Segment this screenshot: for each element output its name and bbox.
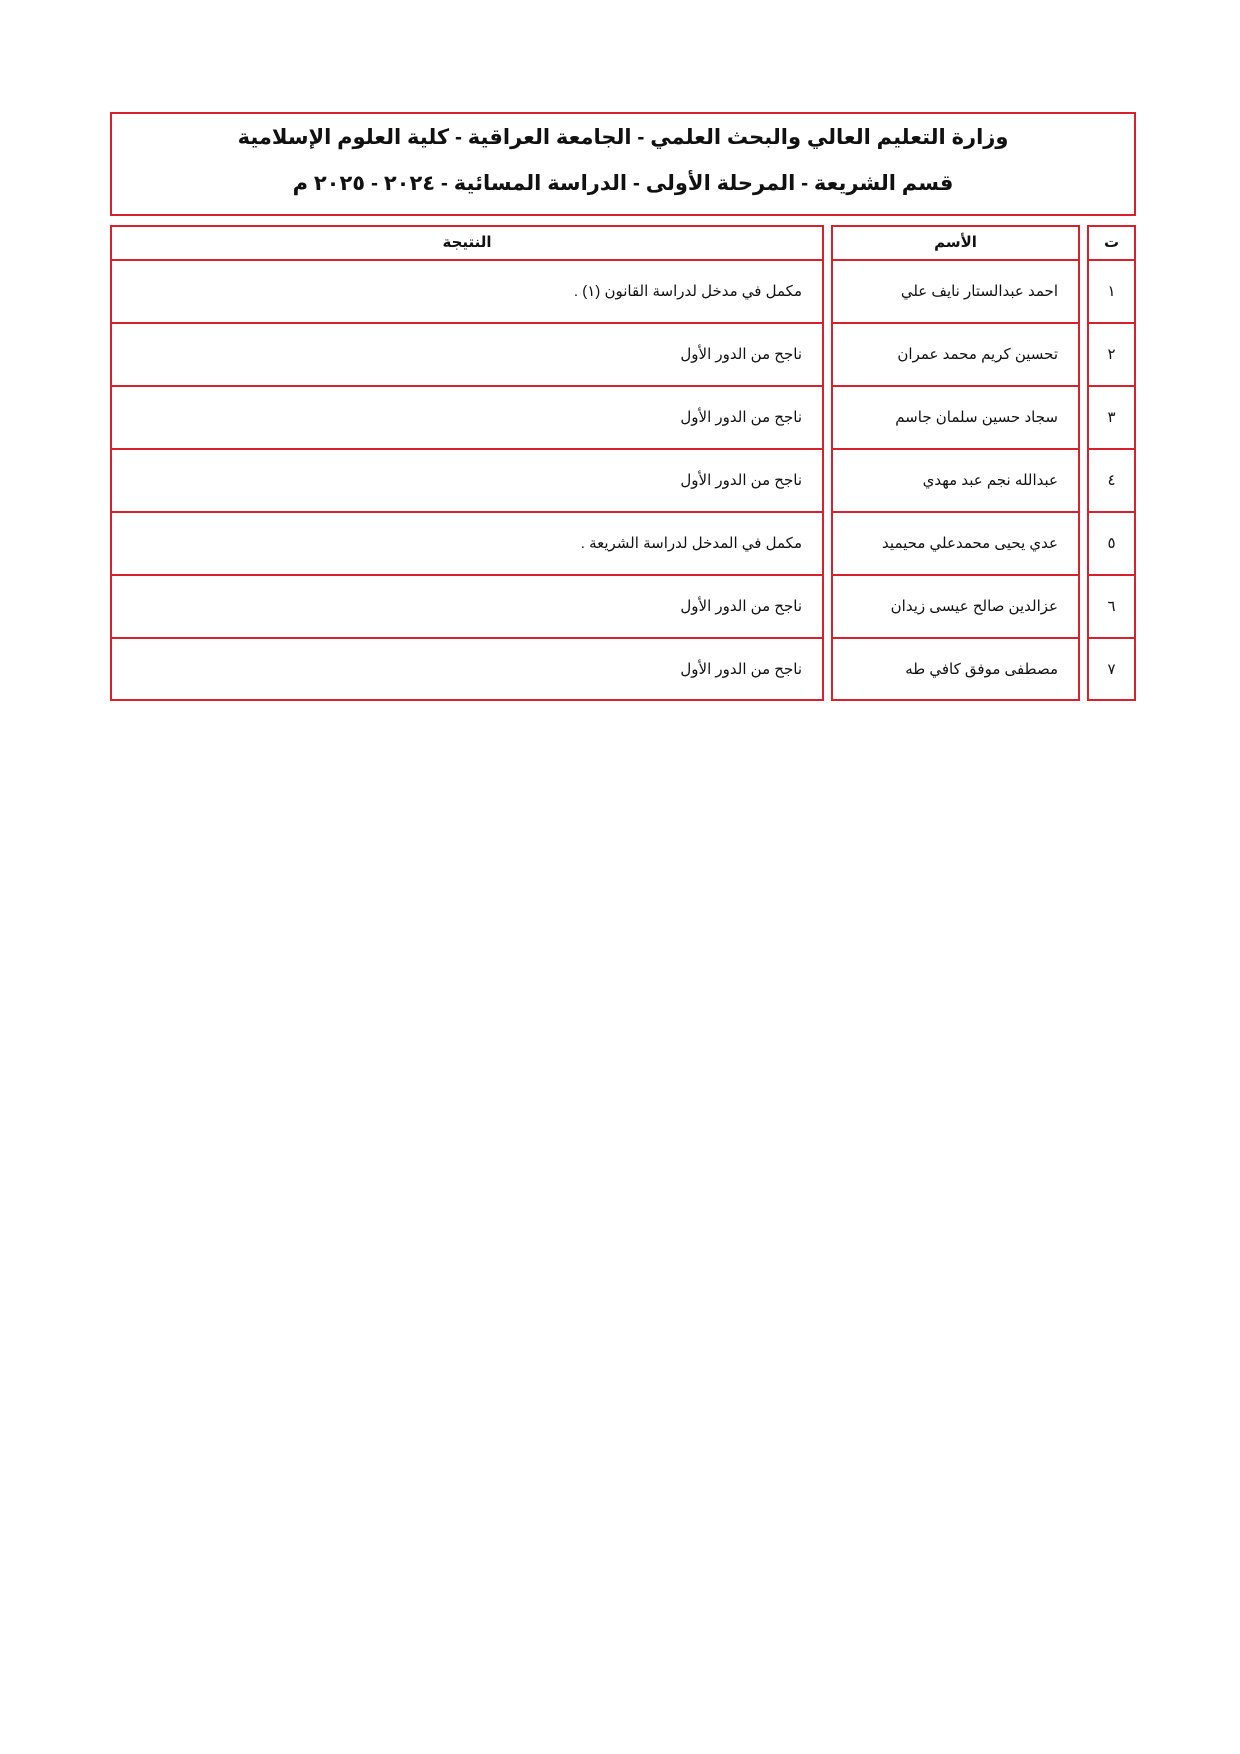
student-name: عدي يحيى محمدعلي محيميد [833, 513, 1078, 576]
student-name: احمد عبدالستار نايف علي [833, 261, 1078, 324]
student-result: ناجح من الدور الأول [112, 387, 822, 450]
student-result: مكمل في المدخل لدراسة الشريعة . [112, 513, 822, 576]
document-header [110, 112, 1136, 216]
row-number: ٤ [1089, 450, 1134, 513]
row-number: ٦ [1089, 576, 1134, 639]
row-number: ١ [1089, 261, 1134, 324]
number-column-header: ت [1089, 227, 1134, 261]
student-name: عزالدين صالح عيسى زيدان [833, 576, 1078, 639]
student-name: مصطفى موفق كافي طه [905, 661, 1058, 678]
row-number: ٢ [1089, 324, 1134, 387]
student-result: ناجح من الدور الأول [112, 450, 822, 513]
header-ministry-line: وزارة التعليم العالي والبحث العلمي - الجامعة العراقية - كلية العلوم الإسلامية [237, 126, 1009, 149]
row-number: ٥ [1089, 513, 1134, 576]
student-name: عبدالله نجم عبد مهدي [833, 450, 1078, 513]
student-result: ناجح من الدور الأول [112, 576, 822, 639]
student-name: تحسين كريم محمد عمران [833, 324, 1078, 387]
number-column [1087, 225, 1136, 701]
row-number: ٧ [1107, 661, 1116, 678]
student-result: مكمل في مدخل لدراسة القانون (١) . [112, 261, 822, 324]
row-number: ٣ [1089, 387, 1134, 450]
name-column [831, 225, 1080, 701]
header-department-line: قسم الشريعة - المرحلة الأولى - الدراسة المسائية - ٢٠٢٤ - ٢٠٢٥ م [292, 172, 954, 195]
student-result: ناجح من الدور الأول [680, 661, 802, 678]
name-column-header: الأسم [833, 227, 1078, 261]
student-name: سجاد حسين سلمان جاسم [833, 387, 1078, 450]
result-column-header: النتيجة [112, 227, 822, 261]
student-result: ناجح من الدور الأول [112, 324, 822, 387]
result-column [110, 225, 824, 701]
